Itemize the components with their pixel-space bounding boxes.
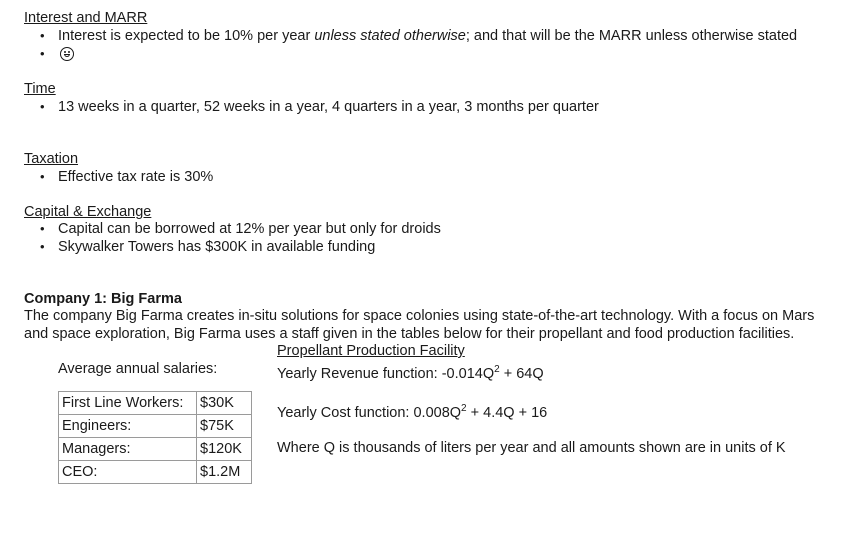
units-note: Where Q is thousands of liters per year and all amounts shown are in units of K (277, 440, 786, 456)
cost-prefix: Yearly Cost function: 0.008Q (277, 404, 462, 421)
time-bullet-1: 13 weeks in a quarter, 52 weeks in a year, 4 quarters in a year, 3 months per quarter (58, 99, 599, 115)
salary-amount: $1.2M (197, 461, 252, 484)
interest-bullet-1 (58, 28, 797, 44)
revenue-exponent: 2 (494, 364, 500, 375)
salaries-table (58, 391, 252, 484)
interest-bullet-1-suffix: ; and that will be the MARR unless otherwise stated (465, 28, 798, 44)
interest-heading: Interest and MARR (24, 10, 148, 26)
bullet-marker: • (40, 239, 45, 254)
bullet-marker: • (40, 28, 45, 43)
capital-heading: Capital & Exchange (24, 204, 152, 220)
time-heading: Time (24, 81, 56, 97)
table-row (59, 415, 252, 438)
interest-bullet-1-emphasis: unless stated otherwise (314, 28, 466, 44)
cost-suffix: + 4.4Q + 16 (466, 404, 548, 421)
company-description: The company Big Farma creates in-situ solutions for space colonies using state-of-the-art technology. With a focus on Mars and space exploration, Big Farma uses a staff given in the tables below for their propellant and food production facilities. (24, 308, 815, 342)
salary-role: First Line Workers: (59, 392, 197, 415)
table-row (59, 438, 252, 461)
salary-amount: $120K (197, 438, 252, 461)
revenue-suffix: + 64Q (499, 365, 544, 382)
bullet-marker: • (40, 169, 45, 184)
salaries-caption: Average annual salaries: (58, 361, 218, 377)
interest-bullet-1-prefix: Interest is expected to be 10% per year (58, 28, 315, 44)
cost-function (277, 403, 547, 421)
salary-amount: $30K (197, 392, 252, 415)
taxation-heading: Taxation (24, 151, 79, 167)
taxation-bullet-1: Effective tax rate is 30% (58, 169, 214, 185)
revenue-function (277, 364, 544, 382)
bullet-marker: • (40, 99, 45, 114)
company-title: Company 1: Big Farma (24, 291, 182, 307)
table-row (59, 461, 252, 484)
salary-role: Managers: (59, 438, 197, 461)
bullet-marker: • (40, 46, 45, 61)
bullet-marker: • (40, 221, 45, 236)
salary-role: CEO: (59, 461, 197, 484)
salary-role: Engineers: (59, 415, 197, 438)
grinning-face-icon (60, 47, 74, 61)
table-row (59, 392, 252, 415)
capital-bullet-2: Skywalker Towers has $300K in available funding (58, 239, 376, 255)
salary-amount: $75K (197, 415, 252, 438)
cost-exponent: 2 (461, 403, 467, 414)
capital-bullet-1: Capital can be borrowed at 12% per year but only for droids (58, 221, 441, 237)
revenue-prefix: Yearly Revenue function: -0.014Q (277, 365, 495, 382)
facility-heading: Propellant Production Facility (277, 343, 465, 359)
